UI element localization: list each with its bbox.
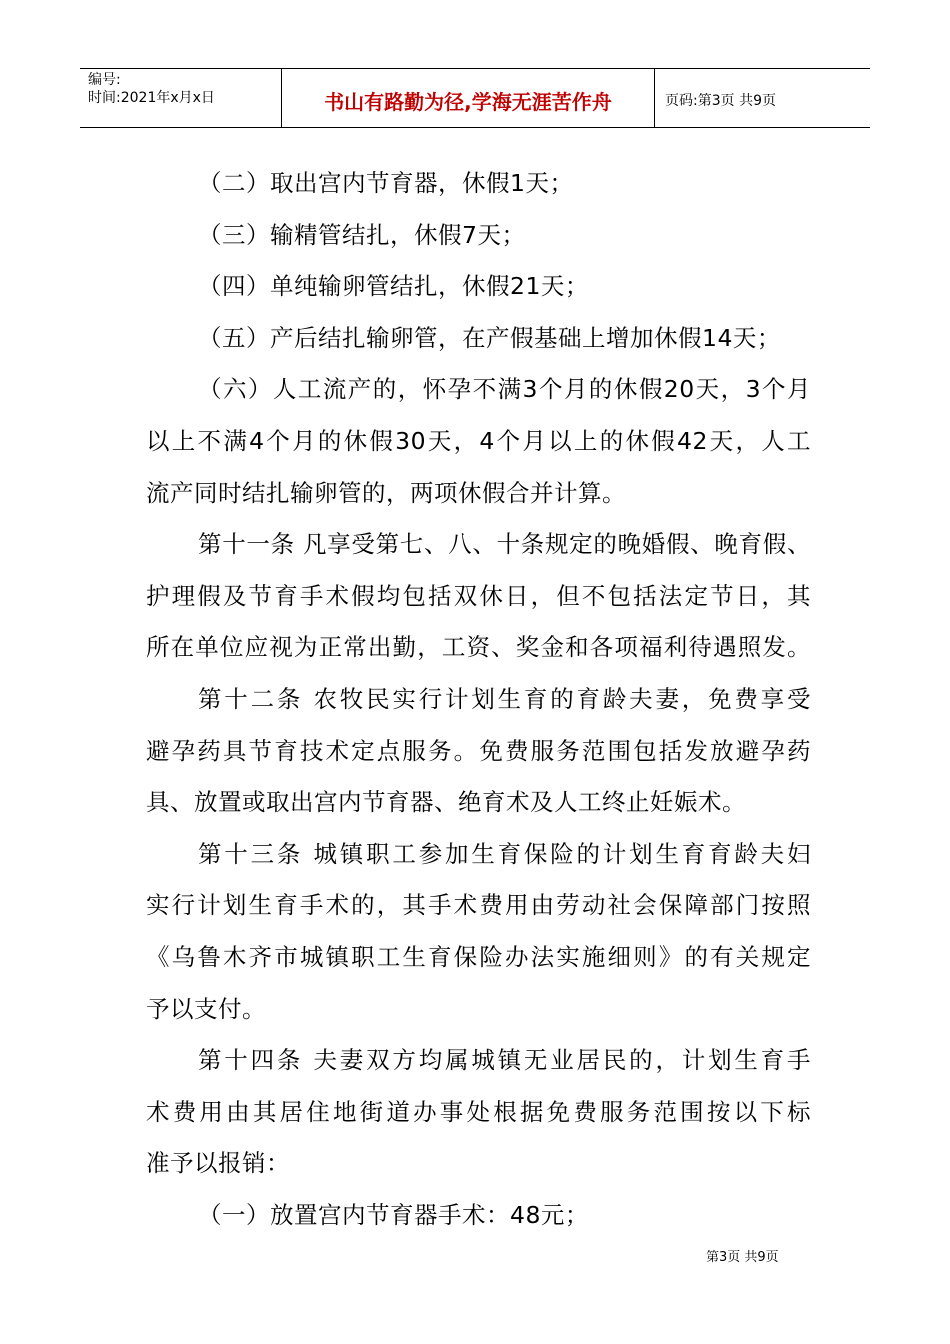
body-line: 具、放置或取出宫内节育器、绝育术及人工终止妊娠术。 [146,788,746,817]
body-line: 以上不满4个月的休假30天，4个月以上的休假42天，人工 [146,426,811,455]
body-line: 术费用由其居住地街道办事处根据免费服务范围按以下标 [146,1097,811,1126]
header-page-info: 页码:第3页 共9页 [665,93,776,109]
body-line: （六）人工流产的，怀孕不满3个月的休假20天，3个月 [198,375,811,404]
body-line: 流产同时结扎输卵管的，两项休假合并计算。 [146,478,626,507]
header-motto-cell [282,69,655,127]
body-line: （一）放置宫内节育器手术：48元； [198,1200,589,1229]
body-line: （四）单纯输卵管结扎，休假21天； [198,272,589,301]
footer-page-number: 第3页 共9页 [706,1250,779,1265]
header-page-cell [655,69,870,127]
body-line: 第十三条 城镇职工参加生育保险的计划生育育龄夫妇 [198,839,811,868]
document-header [80,68,870,128]
document-date: 时间:2021年x月x日 [88,90,215,106]
header-meta-cell [80,69,282,127]
body-line: 予以支付。 [146,994,266,1023]
body-line: （五）产后结扎输卵管，在产假基础上增加休假14天； [198,323,781,352]
body-line: （三）输精管结扎，休假7天； [198,220,526,249]
page-footer [706,1246,779,1265]
document-number-label: 编号: [88,72,121,88]
body-line: 第十二条 农牧民实行计划生育的育龄夫妻，免费享受 [198,684,811,713]
body-line: 实行计划生育手术的，其手术费用由劳动社会保障部门按照 [146,891,811,920]
body-line: 避孕药具节育技术定点服务。免费服务范围包括发放避孕药 [146,736,811,765]
header-motto: 书山有路勤为径,学海无涯苦作舟 [324,89,612,114]
body-line: 护理假及节育手术假均包括双休日，但不包括法定节日，其 [146,581,811,610]
body-line: 《乌鲁木齐市城镇职工生育保险办法实施细则》的有关规定 [146,942,811,971]
body-line: 第十四条 夫妻双方均属城镇无业居民的，计划生育手 [198,1046,811,1075]
body-line: 准予以报销： [146,1149,290,1178]
body-line: 所在单位应视为正常出勤，工资、奖金和各项福利待遇照发。 [146,633,811,662]
document-body [146,158,811,1241]
body-line: （二）取出宫内节育器，休假1天； [198,169,574,197]
body-line: 第十一条 凡享受第七、八、十条规定的晚婚假、晚育假、 [198,530,811,559]
